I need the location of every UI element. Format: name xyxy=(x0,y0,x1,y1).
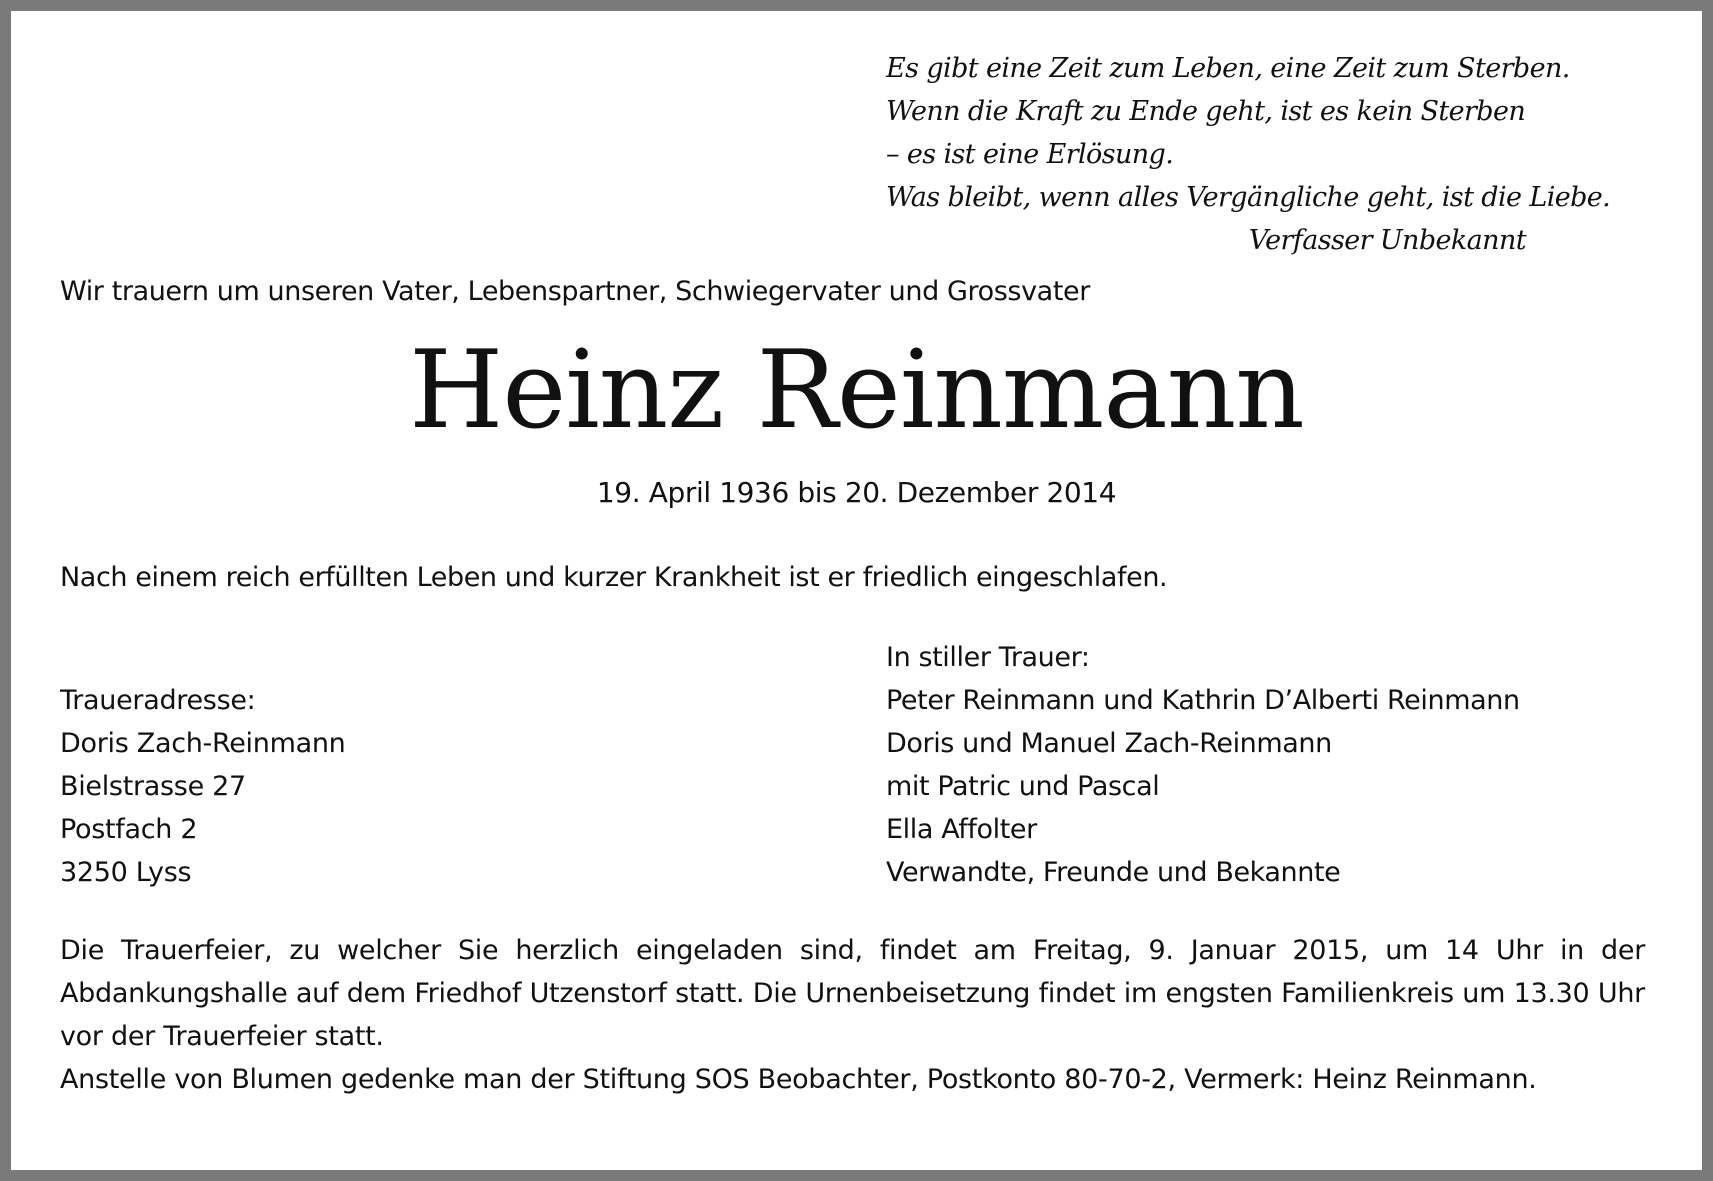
obituary-notice xyxy=(11,11,1702,1170)
address-line: Bielstrasse 27 xyxy=(60,771,246,802)
mourning-intro: Wir trauern um unseren Vater, Lebenspartner, Schwiegervater und Grossvater xyxy=(60,276,1090,307)
poem-quote xyxy=(886,47,1656,262)
poem-line: – es ist eine Erlösung. xyxy=(886,139,1174,170)
mourning-address xyxy=(60,679,345,894)
passing-statement: Nach einem reich erfüllten Leben und kurzer Krankheit ist er friedlich eingeschlafen. xyxy=(60,562,1168,593)
address-line: Doris Zach-Reinmann xyxy=(60,728,346,759)
poem-line: Was bleibt, wenn alles Vergängliche geht, ist die Liebe. xyxy=(886,182,1611,213)
donation-paragraph: Anstelle von Blumen gedenke man der Stiftung SOS Beobachter, Postkonto 80-70-2, Vermerk: Heinz Reinmann. xyxy=(60,1064,1537,1095)
mourner-line: Doris und Manuel Zach-Reinmann xyxy=(886,728,1332,759)
mourners-list xyxy=(886,636,1520,894)
mourner-line: Ella Affolter xyxy=(886,814,1037,845)
closing-text xyxy=(60,929,1645,1101)
address-line: Postfach 2 xyxy=(60,814,198,845)
life-dates: 19. April 1936 bis 20. Dezember 2014 xyxy=(596,476,1117,509)
poem-line: Wenn die Kraft zu Ende geht, ist es kein Sterben xyxy=(886,96,1526,127)
mourner-line: Peter Reinmann und Kathrin D’Alberti Reinmann xyxy=(886,685,1520,716)
mourner-line: Verwandte, Freunde und Bekannte xyxy=(886,857,1341,888)
address-heading: Traueradresse: xyxy=(60,685,256,716)
deceased-name: Heinz Reinmann xyxy=(409,328,1304,453)
ceremony-paragraph: Die Trauerfeier, zu welcher Sie herzlich eingeladen sind, findet am Freitag, 9. Januar 2015, um 14 Uhr in der Abdankungshalle auf dem Friedhof Utzenstorf statt. Die Urnenbeisetzung findet im engsten Familienkreis um 13.30 Uhr vor der Trauerfeier statt. xyxy=(60,935,1645,1052)
poem-author: Verfasser Unbekannt xyxy=(1248,225,1526,256)
mourner-line: mit Patric und Pascal xyxy=(886,771,1160,802)
mourners-heading: In stiller Trauer: xyxy=(886,642,1090,673)
address-line: 3250 Lyss xyxy=(60,857,192,888)
poem-line: Es gibt eine Zeit zum Leben, eine Zeit zum Sterben. xyxy=(886,53,1570,84)
